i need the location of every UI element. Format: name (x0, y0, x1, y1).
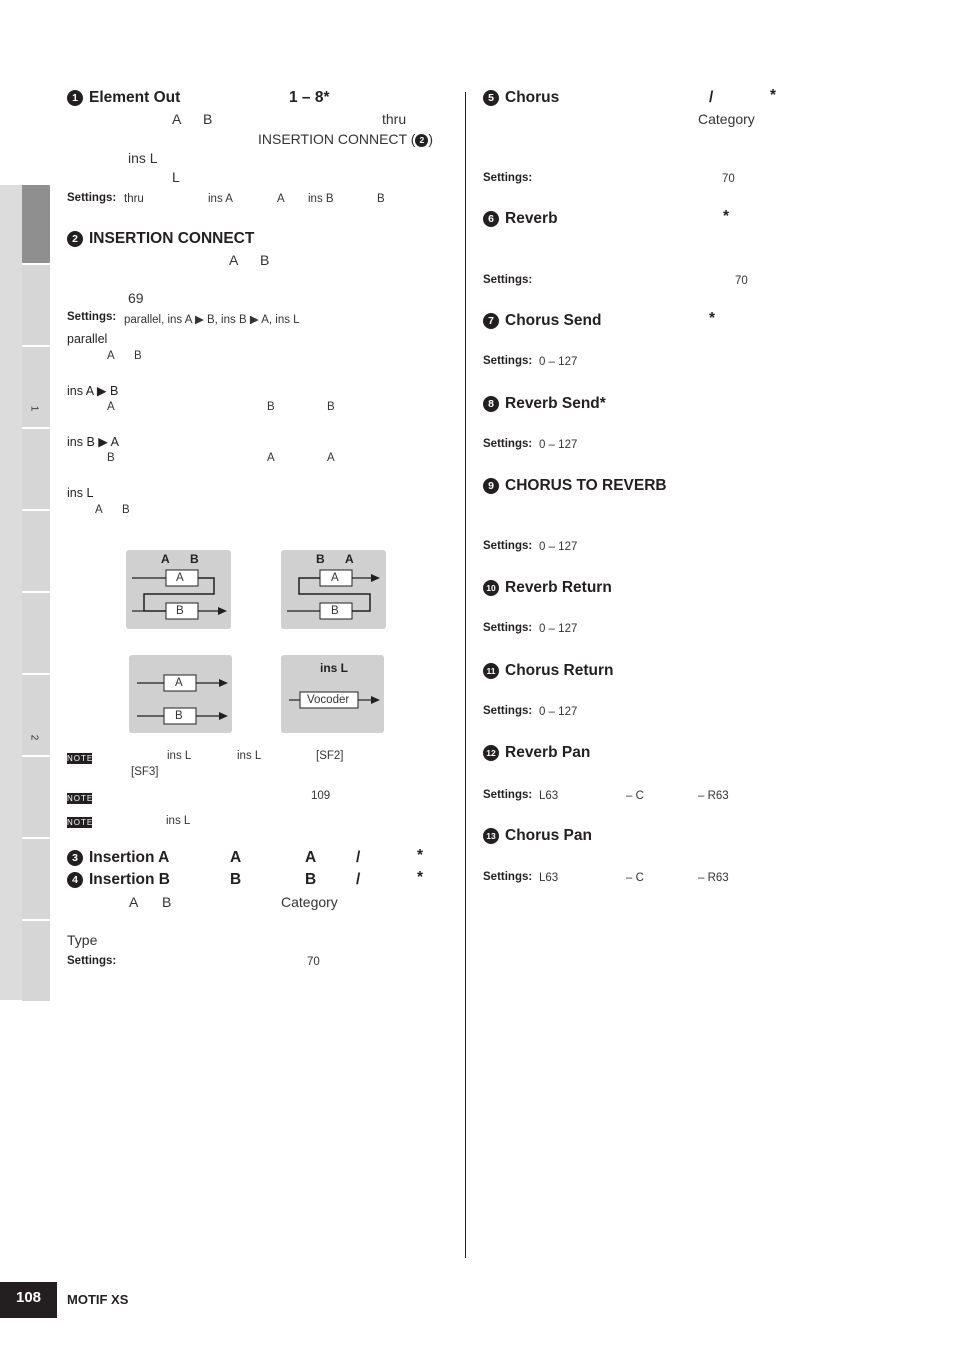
settings-label: Settings: (483, 871, 533, 883)
diagram-parallel (129, 655, 232, 733)
diagram-box-label: Vocoder (307, 694, 350, 706)
option-text: B (327, 401, 335, 413)
body-text: ins L (128, 150, 158, 166)
settings-value: – C (626, 872, 644, 884)
body-text: 69 (128, 290, 144, 306)
diagram-title: B (190, 552, 199, 566)
option-name: ins B ▶ A (67, 435, 119, 449)
body-text: L (172, 169, 180, 185)
heading-fragment: * (723, 208, 730, 225)
settings-value: – R63 (698, 790, 729, 802)
product-name: MOTIF XS (67, 1292, 129, 1307)
option-text: A (95, 504, 103, 516)
heading-fragment: B (230, 871, 242, 888)
diagram-title: ins L (320, 661, 349, 675)
section-title: Insertion B (89, 871, 170, 888)
settings-label: Settings: (483, 172, 533, 184)
heading-fragment: / (709, 89, 714, 106)
settings-value: ins B (308, 193, 334, 205)
body-text: Type (67, 932, 98, 948)
option-text: B (107, 452, 115, 464)
settings-label: Settings: (483, 438, 533, 450)
settings-value: 0 – 127 (539, 623, 578, 635)
settings-label: Settings: (483, 705, 533, 717)
section-heading-chorus (483, 89, 559, 107)
option-name: ins L (67, 486, 94, 500)
settings-label: Settings: (483, 789, 533, 801)
settings-value: A (277, 193, 285, 205)
settings-value: B (377, 193, 385, 205)
diagram-box-label: B (176, 605, 184, 617)
settings-label: Settings: (67, 955, 117, 967)
diagram-ins-b-to-a (281, 550, 386, 629)
section-number-icon: 9 (483, 478, 499, 494)
section-title: Chorus (505, 89, 560, 106)
section-heading-reverb-return (483, 579, 612, 597)
option-name: ins A ▶ B (67, 384, 119, 398)
section-heading-insertion-connect (67, 230, 254, 248)
section-number-icon: 3 (67, 850, 83, 866)
sidebar-tab[interactable] (22, 267, 50, 347)
note-text: ins L (166, 815, 191, 827)
heading-fragment: B (305, 871, 317, 888)
note-text: ins L (167, 750, 192, 762)
settings-value: L63 (539, 790, 559, 802)
sidebar-tab-number: 1 (28, 405, 40, 412)
body-text: B (203, 111, 213, 127)
settings-label: Settings: (483, 622, 533, 634)
section-title: Insertion A (89, 849, 170, 866)
body-text: B (162, 894, 172, 910)
section-number-icon: 6 (483, 211, 499, 227)
sidebar-tab[interactable] (22, 677, 50, 757)
signal-flow-lines (126, 550, 231, 629)
note-text: [SF2] (316, 750, 344, 762)
settings-value: – C (626, 790, 644, 802)
note-text: 109 (311, 790, 331, 802)
settings-value: 0 – 127 (539, 439, 578, 451)
body-text: Category (698, 111, 755, 127)
diagram-box-label: A (176, 572, 184, 584)
diagram-title: B (316, 552, 325, 566)
section-number-icon: 1 (67, 90, 83, 106)
section-title: INSERTION CONNECT (89, 230, 255, 247)
settings-value: 0 – 127 (539, 706, 578, 718)
option-name: parallel (67, 332, 108, 346)
section-heading-reverb-pan (483, 744, 590, 762)
sidebar-tab[interactable] (22, 841, 50, 921)
settings-value: – R63 (698, 872, 729, 884)
sidebar-tab-active[interactable] (22, 185, 50, 265)
settings-value: 70 (307, 956, 320, 968)
section-title: CHORUS TO REVERB (505, 477, 667, 494)
settings-value: 0 – 127 (539, 356, 578, 368)
section-heading-insertion-a (67, 849, 169, 867)
section-title: Chorus Send (505, 312, 602, 329)
sidebar-tab[interactable] (22, 595, 50, 675)
heading-fragment: * (770, 87, 777, 104)
section-heading-chorus-return (483, 662, 614, 680)
section-heading-chorus-to-reverb (483, 477, 667, 495)
page-number: 108 (0, 1282, 57, 1318)
section-number-icon: 8 (483, 396, 499, 412)
diagram-box-label: B (331, 605, 339, 617)
section-title: Chorus Return (505, 662, 614, 679)
section-range: 1 – 8* (289, 89, 330, 106)
column-divider (465, 92, 466, 1258)
section-heading-chorus-send (483, 312, 601, 330)
note-text: ins L (237, 750, 262, 762)
sidebar-tab[interactable] (22, 923, 50, 1003)
signal-flow-lines (281, 550, 386, 629)
section-number-icon: 2 (67, 231, 83, 247)
diagram-box-label: A (331, 572, 339, 584)
sidebar-tab[interactable] (22, 759, 50, 839)
body-text: A (229, 252, 239, 268)
settings-label: Settings: (67, 192, 117, 204)
diagram-title: A (161, 552, 170, 566)
heading-fragment: / (356, 871, 361, 888)
section-heading-element-out (67, 89, 180, 107)
sidebar-strip (0, 185, 22, 1000)
section-heading-chorus-pan (483, 827, 592, 845)
heading-fragment: / (356, 849, 361, 866)
section-number-icon: 10 (483, 580, 499, 596)
section-heading-reverb (483, 210, 558, 228)
option-text: B (267, 401, 275, 413)
note-icon: NOTE (67, 754, 94, 763)
settings-label: Settings: (483, 540, 533, 552)
section-title: Reverb (505, 210, 558, 227)
option-text: B (134, 350, 142, 362)
settings-value: 70 (722, 173, 735, 185)
settings-value: 0 – 127 (539, 541, 578, 553)
section-title: Reverb Pan (505, 744, 591, 761)
heading-fragment: A (230, 849, 242, 866)
section-heading-reverb-send (483, 395, 606, 413)
settings-value: thru (124, 193, 144, 205)
note-text: [SF3] (131, 766, 159, 778)
option-text: A (107, 401, 115, 413)
heading-fragment: * (417, 847, 424, 864)
heading-fragment: A (305, 849, 317, 866)
settings-value: ins A (208, 193, 233, 205)
body-text: B (260, 252, 270, 268)
section-title: Reverb Send* (505, 395, 606, 412)
sidebar-tab[interactable] (22, 349, 50, 429)
body-text: thru (382, 111, 407, 127)
settings-value: L63 (539, 872, 559, 884)
sidebar-tab[interactable] (22, 431, 50, 511)
diagram-title: A (345, 552, 354, 566)
section-heading-insertion-b (67, 871, 170, 889)
section-number-icon: 4 (67, 872, 83, 888)
heading-fragment: * (417, 869, 424, 886)
diagram-box-label: A (175, 677, 183, 689)
section-number-icon: 7 (483, 313, 499, 329)
settings-label: Settings: (483, 274, 533, 286)
diagram-ins-l (281, 655, 384, 733)
body-text: A (172, 111, 182, 127)
settings-label: Settings: (483, 355, 533, 367)
section-number-icon: 13 (483, 828, 499, 844)
settings-value: parallel, ins A ▶ B, ins B ▶ A, ins L (124, 314, 300, 326)
body-text: INSERTION CONNECT ( (258, 131, 416, 147)
section-number-icon: 11 (483, 663, 499, 679)
body-text: A (129, 894, 139, 910)
settings-value: 70 (735, 275, 748, 287)
heading-fragment: * (709, 310, 716, 327)
sidebar-tab-number: 2 (28, 734, 40, 741)
section-number-icon: 5 (483, 90, 499, 106)
section-number-icon: 12 (483, 745, 499, 761)
diagram-ins-a-to-b (126, 550, 231, 629)
body-text-ref (258, 131, 433, 147)
diagram-box-label: B (175, 710, 183, 722)
option-text: B (122, 504, 130, 516)
option-text: A (327, 452, 335, 464)
settings-label: Settings: (67, 311, 117, 323)
option-text: A (107, 350, 115, 362)
body-text: ) (428, 131, 434, 147)
section-title: Reverb Return (505, 579, 612, 596)
ref-number-icon: 2 (415, 134, 428, 147)
section-title: Chorus Pan (505, 827, 592, 844)
note-icon: NOTE (67, 818, 94, 827)
section-title: Element Out (89, 89, 181, 106)
note-icon: NOTE (67, 794, 94, 803)
option-text: A (267, 452, 275, 464)
sidebar-tab[interactable] (22, 513, 50, 593)
body-text: Category (281, 894, 338, 910)
